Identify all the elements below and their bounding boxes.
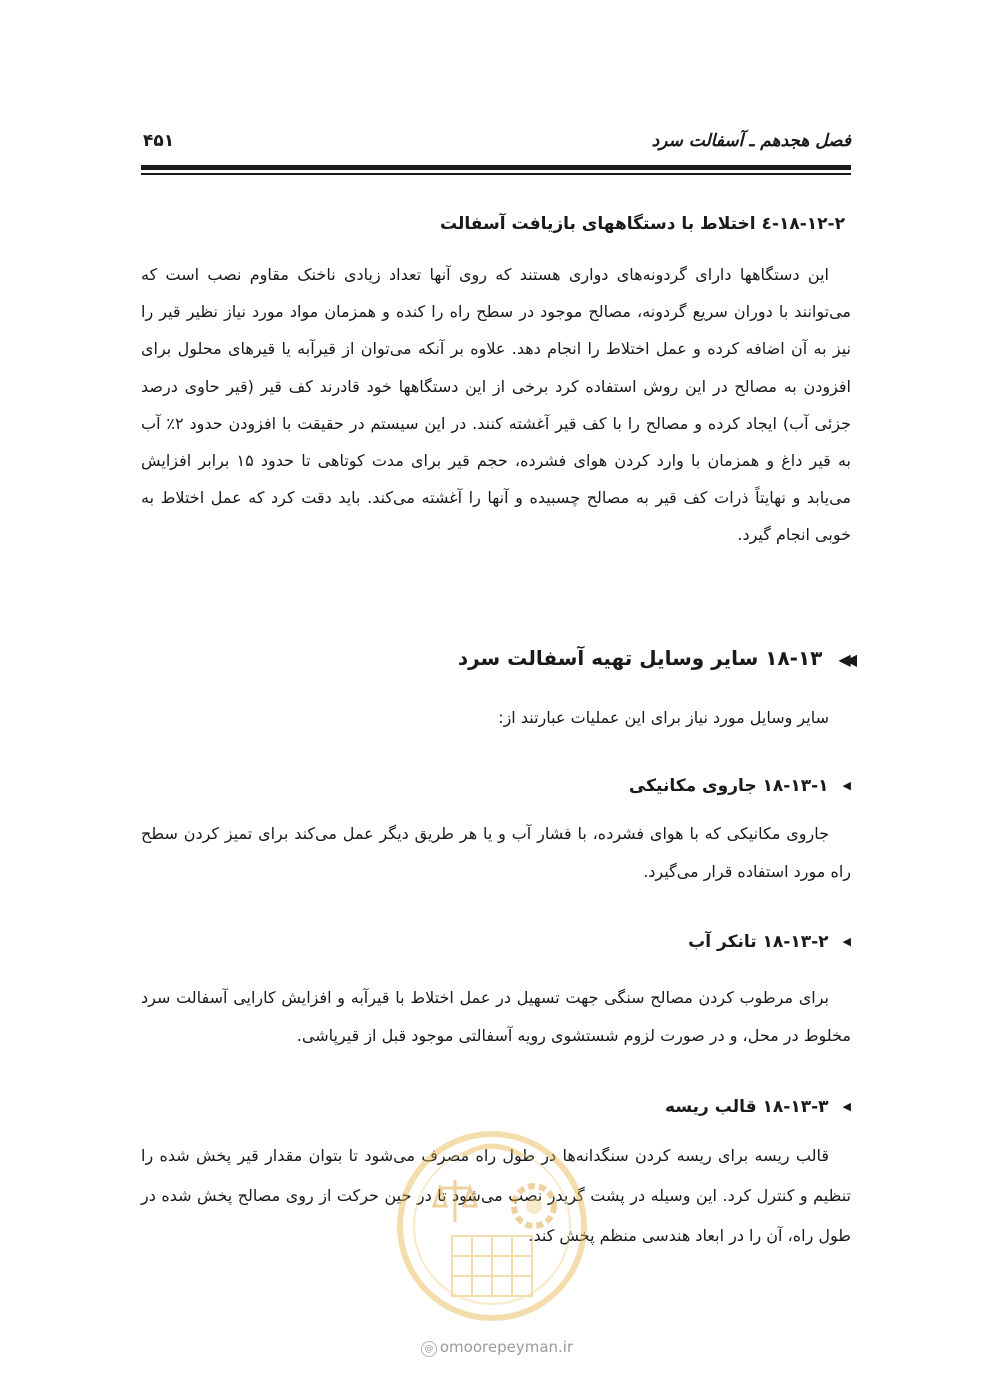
item-heading-text: ۱۸-۱۳-۲ تانکر آب (688, 932, 829, 952)
subsection-paragraph-text: این دستگاهها دارای گردونه‌های دواری هستند که روی آنها تعداد زیادی ناخنک مقاوم نصب است که می‌توانند با دوران سریع گردونه، مصالح موجود در سطح راه را کنده و همزمان مواد مورد نیاز نظیر قیر را نیز به آن اضافه کرده و عمل اختلاط را انجام دهد. علاوه بر آنکه می‌توان از قیرآبه یا قیرهای محلول برای افزودن به مصالح در این روش استفاده کرد برخی از این دستگاهها خود قادرند کف قیر (قیر حاوی درصد جزئی آب) ایجاد کرده و مصالح را با کف قیر آغشته کنند. در این سیستم در حقیقت با افزودن حدود ۲٪ آب به قیر داغ و همزمان با وارد کردن هوای فشرده، حجم قیر برای مدت کوتاهی تا حدود ۱۵ برابر افزایش می‌یابد و نهایتاً ذرات کف قیر به مصالح چسبیده و آنها را آغشته می‌کند. باید دقت کرد که عمل اختلاط به خوبی انجام گیرد. (141, 265, 852, 545)
section-intro-text: سایر وسایل مورد نیاز برای این عملیات عبارتند از: (498, 708, 829, 727)
section-intro (151, 704, 851, 732)
item-heading (151, 1093, 851, 1121)
item-heading (151, 928, 851, 956)
subsection-heading: ۱۸-۱۲-۲-٤ اختلاط با دستگاههای بازیافت آسفالت (439, 214, 845, 234)
watermark-url (392, 1338, 602, 1360)
item-paragraph-text: قالب ریسه برای ریسه کردن سنگدانه‌ها در طول راه مصرف می‌شود تا بتوان مقدار قیر پخش شده را تنظیم و کنترل کرد. این وسیله در پشت گریدر نصب می‌شود تا در حین حرکت از روی مصالح پخش شده در طول راه، آن را در ابعاد هندسی منظم پخش کند. (141, 1146, 851, 1245)
arrow-bullet-icon: ◀ (842, 935, 851, 948)
item-heading-text: ۱۸-۱۳-۳ قالب ریسه (665, 1097, 829, 1117)
item-paragraph (141, 979, 851, 1059)
arrow-bullet-icon: ◀ (842, 1100, 851, 1113)
omoor-e-peyman-logo-icon (382, 1126, 602, 1326)
page-number: ۴۵۱ (143, 131, 175, 151)
section-heading (151, 646, 851, 678)
section-heading-text: ۱۸-۱۳ سایر وسایل تهیه آسفالت سرد (457, 646, 823, 670)
header-rule-thick (141, 165, 851, 170)
item-paragraph-text: جاروی مکانیکی که با هوای فشرده، با فشار آب و یا هر طریق دیگر عمل می‌کند برای تمیز کردن سطح راه مورد استفاده قرار می‌گیرد. (141, 824, 851, 881)
item-heading-text: ۱۸-۱۳-۱ جاروی مکانیکی (628, 776, 829, 796)
watermark-url-text: omoorepeyman.ir (439, 1338, 574, 1356)
double-arrow-marker-icon: ◀◀ (838, 650, 851, 669)
arrow-bullet-icon: ◀ (842, 779, 851, 792)
item-heading (151, 772, 851, 800)
subsection-paragraph (141, 256, 851, 596)
item-paragraph-text: برای مرطوب کردن مصالح سنگی جهت تسهیل در عمل اختلاط با قیرآبه و افزایش کارایی آسفالت سرد مخلوط در محل، و در صورت لزوم شستشوی رویه آسفالتی موجود قبل از قیرپاشی. (141, 988, 851, 1045)
at-sign-icon: @ (421, 1341, 437, 1357)
item-paragraph (141, 815, 851, 895)
header-rule-thin (141, 173, 851, 175)
chapter-title: فصل هجدهم ـ آسفالت سرد (651, 131, 851, 151)
